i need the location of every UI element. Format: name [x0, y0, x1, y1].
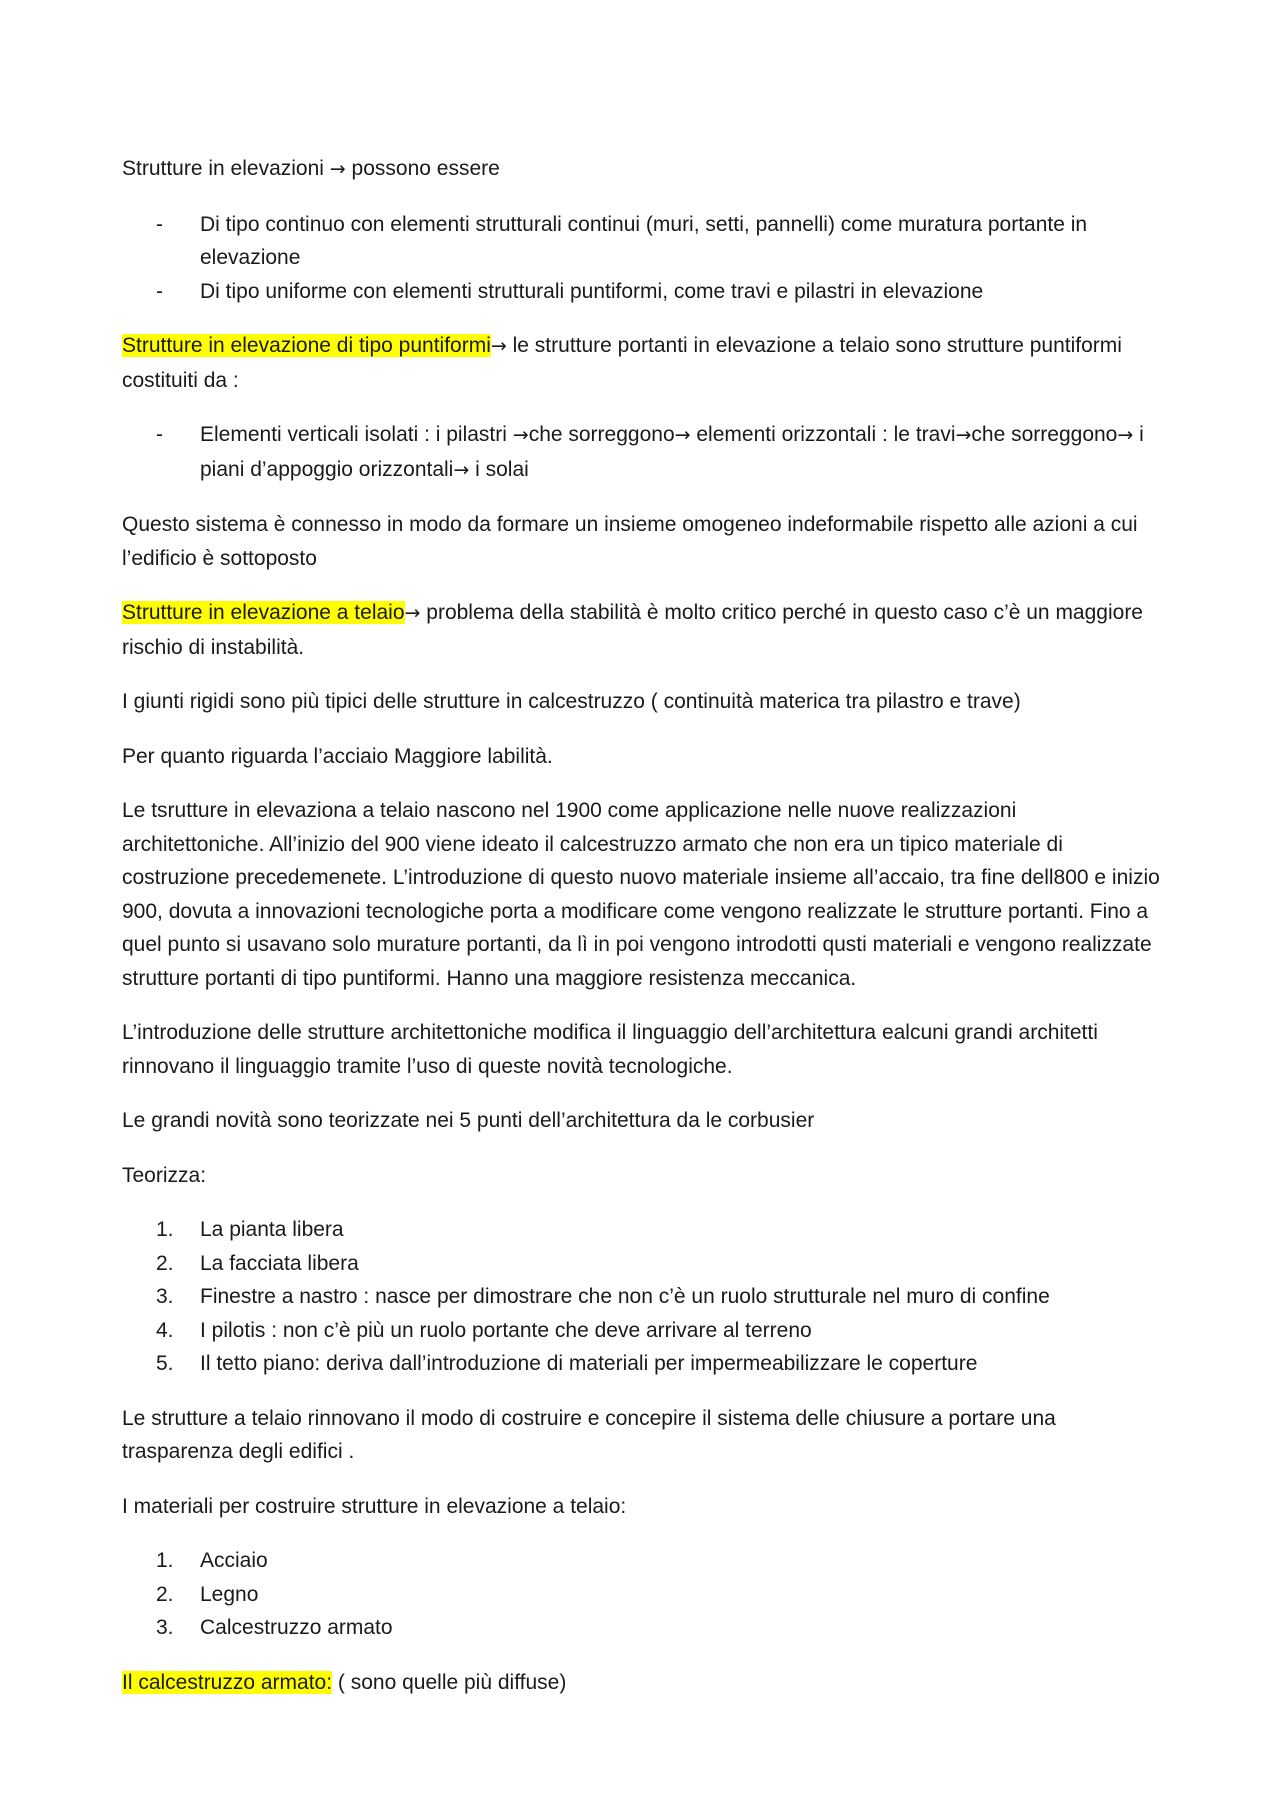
- list-item: [122, 1314, 1162, 1348]
- intro-list: [122, 208, 1162, 309]
- list-item-text: I pilotis : non c’è più un ruolo portante che deve arrivare al terreno: [200, 1318, 812, 1342]
- list-item-text: Calcestruzzo armato: [200, 1616, 393, 1639]
- arrow-right-icon: →: [404, 602, 421, 624]
- list-item: [122, 1213, 1162, 1247]
- highlighted-heading: Il calcestruzzo armato:: [122, 1670, 333, 1694]
- intro-rest: possono essere: [345, 157, 500, 180]
- number-marker: 2.: [156, 1582, 174, 1606]
- acciaio-paragraph: Per quanto riguarda l’acciaio Maggiore labilità.: [122, 744, 553, 768]
- teorizza-paragraph: Teorizza:: [122, 1163, 207, 1187]
- list-item: [122, 1347, 1162, 1381]
- corbusier-paragraph: Le grandi novità sono teorizzate nei 5 punti dell’architettura da le corbusier: [122, 1109, 815, 1132]
- intro-paragraph: [122, 152, 1162, 187]
- materials-paragraph: I materiali per costruire strutture in elevazione a telaio:: [122, 1494, 627, 1518]
- list-item: [122, 1280, 1162, 1314]
- telaio-paragraph: [122, 596, 1162, 664]
- number-marker: 5.: [156, 1352, 174, 1375]
- intro-text: Strutture in elevazioni: [122, 157, 330, 180]
- five-points-list: [122, 1213, 1162, 1381]
- system-paragraph: Questo sistema è connesso in modo da formare un insieme omogeneo indeformabile rispetto alle azioni a cui l’edificio è sottoposto: [122, 513, 1138, 570]
- calcestruzzo-paragraph: [122, 1666, 1162, 1700]
- list-item: [122, 1578, 1162, 1612]
- list-item-text: Il tetto piano: deriva dall’introduzione di materiali per impermeabilizzare le coperture: [200, 1352, 978, 1375]
- puntiformi-paragraph: [122, 329, 1162, 397]
- history-paragraph: Le tsrutture in elevaziona a telaio nascono nel 1900 come applicazione nelle nuove realizzazioni architettoniche. All’inizio del 900 viene ideato il calcestruzzo armato che non era un tipico materiale di costruzione precedemenete. L’introduzione di questo nuovo materiale insieme all’accaio, tra fine dell800 e inizio 900, dovuta a innovazioni tecnologiche porta a modificare come vengono realizzate le strutture portanti. Fino a quel punto si usavano solo murature portanti, da lì in poi vengono introdotti qusti materiali e vengono realizzate strutture portanti di tipo puntiformi. Hanno una maggiore resistenza meccanica.: [122, 799, 1160, 990]
- list-item-text: La pianta libera: [200, 1218, 344, 1241]
- text-segment: che sorreggono: [971, 423, 1118, 446]
- highlighted-heading: Strutture in elevazione di tipo puntiformi: [122, 334, 491, 357]
- dash-marker: -: [156, 423, 163, 446]
- list-item-text: Finestre a nastro : nasce per dimostrare che non c’è un ruolo strutturale nel muro di confine: [200, 1285, 1050, 1308]
- telaio-rest: problema della stabilità è molto critico perché in questo caso c’è un maggiore rischio di instabilità.: [122, 601, 1143, 659]
- arrow-right-icon: →: [674, 424, 691, 446]
- arrow-right-icon: →: [453, 458, 470, 481]
- document-page: [122, 152, 1162, 1720]
- dash-marker: -: [156, 279, 163, 303]
- language-paragraph: L’introduzione delle strutture architettoniche modifica il linguaggio dell’architettura ealcuni grandi architetti rinnovano il linguaggio tramite l’uso di queste novità tecnologiche.: [122, 1021, 1098, 1078]
- arrow-right-icon: →: [512, 424, 529, 446]
- arrow-right-icon: →: [490, 335, 507, 357]
- arrow-right-icon: →: [329, 158, 346, 180]
- number-marker: 3.: [156, 1616, 174, 1639]
- list-item: [122, 1544, 1162, 1578]
- list-item-text: [200, 423, 1144, 481]
- materials-list: [122, 1544, 1162, 1645]
- text-segment: Elementi verticali isolati : i pilastri: [200, 423, 513, 446]
- list-item: [122, 208, 1162, 275]
- puntiformi-list: [122, 418, 1162, 487]
- text-segment: che sorreggono: [528, 423, 675, 446]
- renew-paragraph: Le strutture a telaio rinnovano il modo di costruire e concepire il sistema delle chiusure a portare una trasparenza degli edifici .: [122, 1406, 1056, 1463]
- giunti-paragraph: I giunti rigidi sono più tipici delle strutture in calcestruzzo ( continuità materica tra pilastro e trave): [122, 690, 1021, 713]
- number-marker: 4.: [156, 1318, 174, 1342]
- dash-marker: -: [156, 212, 163, 236]
- number-marker: 3.: [156, 1285, 174, 1308]
- list-item-text: La facciata libera: [200, 1251, 359, 1275]
- puntiformi-rest: le strutture portanti in elevazione a telaio sono strutture puntiformi costituiti da :: [122, 334, 1122, 392]
- list-item: [122, 1611, 1162, 1645]
- list-item-text: Acciaio: [200, 1549, 268, 1572]
- number-marker: 1.: [156, 1218, 174, 1241]
- list-item-text: Di tipo continuo con elementi strutturali continui (muri, setti, pannelli) come muratura portante in elevazione: [200, 212, 1088, 269]
- arrow-right-icon: →: [955, 424, 972, 446]
- arrow-right-icon: →: [1117, 424, 1134, 446]
- text-segment: i solai: [469, 457, 529, 481]
- number-marker: 1.: [156, 1549, 174, 1572]
- list-item-text: Di tipo uniforme con elementi strutturali puntiformi, come travi e pilastri in elevazione: [200, 279, 984, 303]
- list-item-text: Legno: [200, 1582, 259, 1606]
- text-segment: i piani d’appoggio orizzontali: [200, 423, 1144, 481]
- number-marker: 2.: [156, 1251, 174, 1275]
- text-segment: elementi orizzontali : le travi: [690, 423, 956, 446]
- list-item: [122, 275, 1162, 309]
- list-item: [122, 418, 1162, 487]
- calcestruzzo-rest: ( sono quelle più diffuse): [332, 1670, 567, 1694]
- highlighted-heading: Strutture in elevazione a telaio: [122, 601, 405, 624]
- list-item: [122, 1247, 1162, 1281]
